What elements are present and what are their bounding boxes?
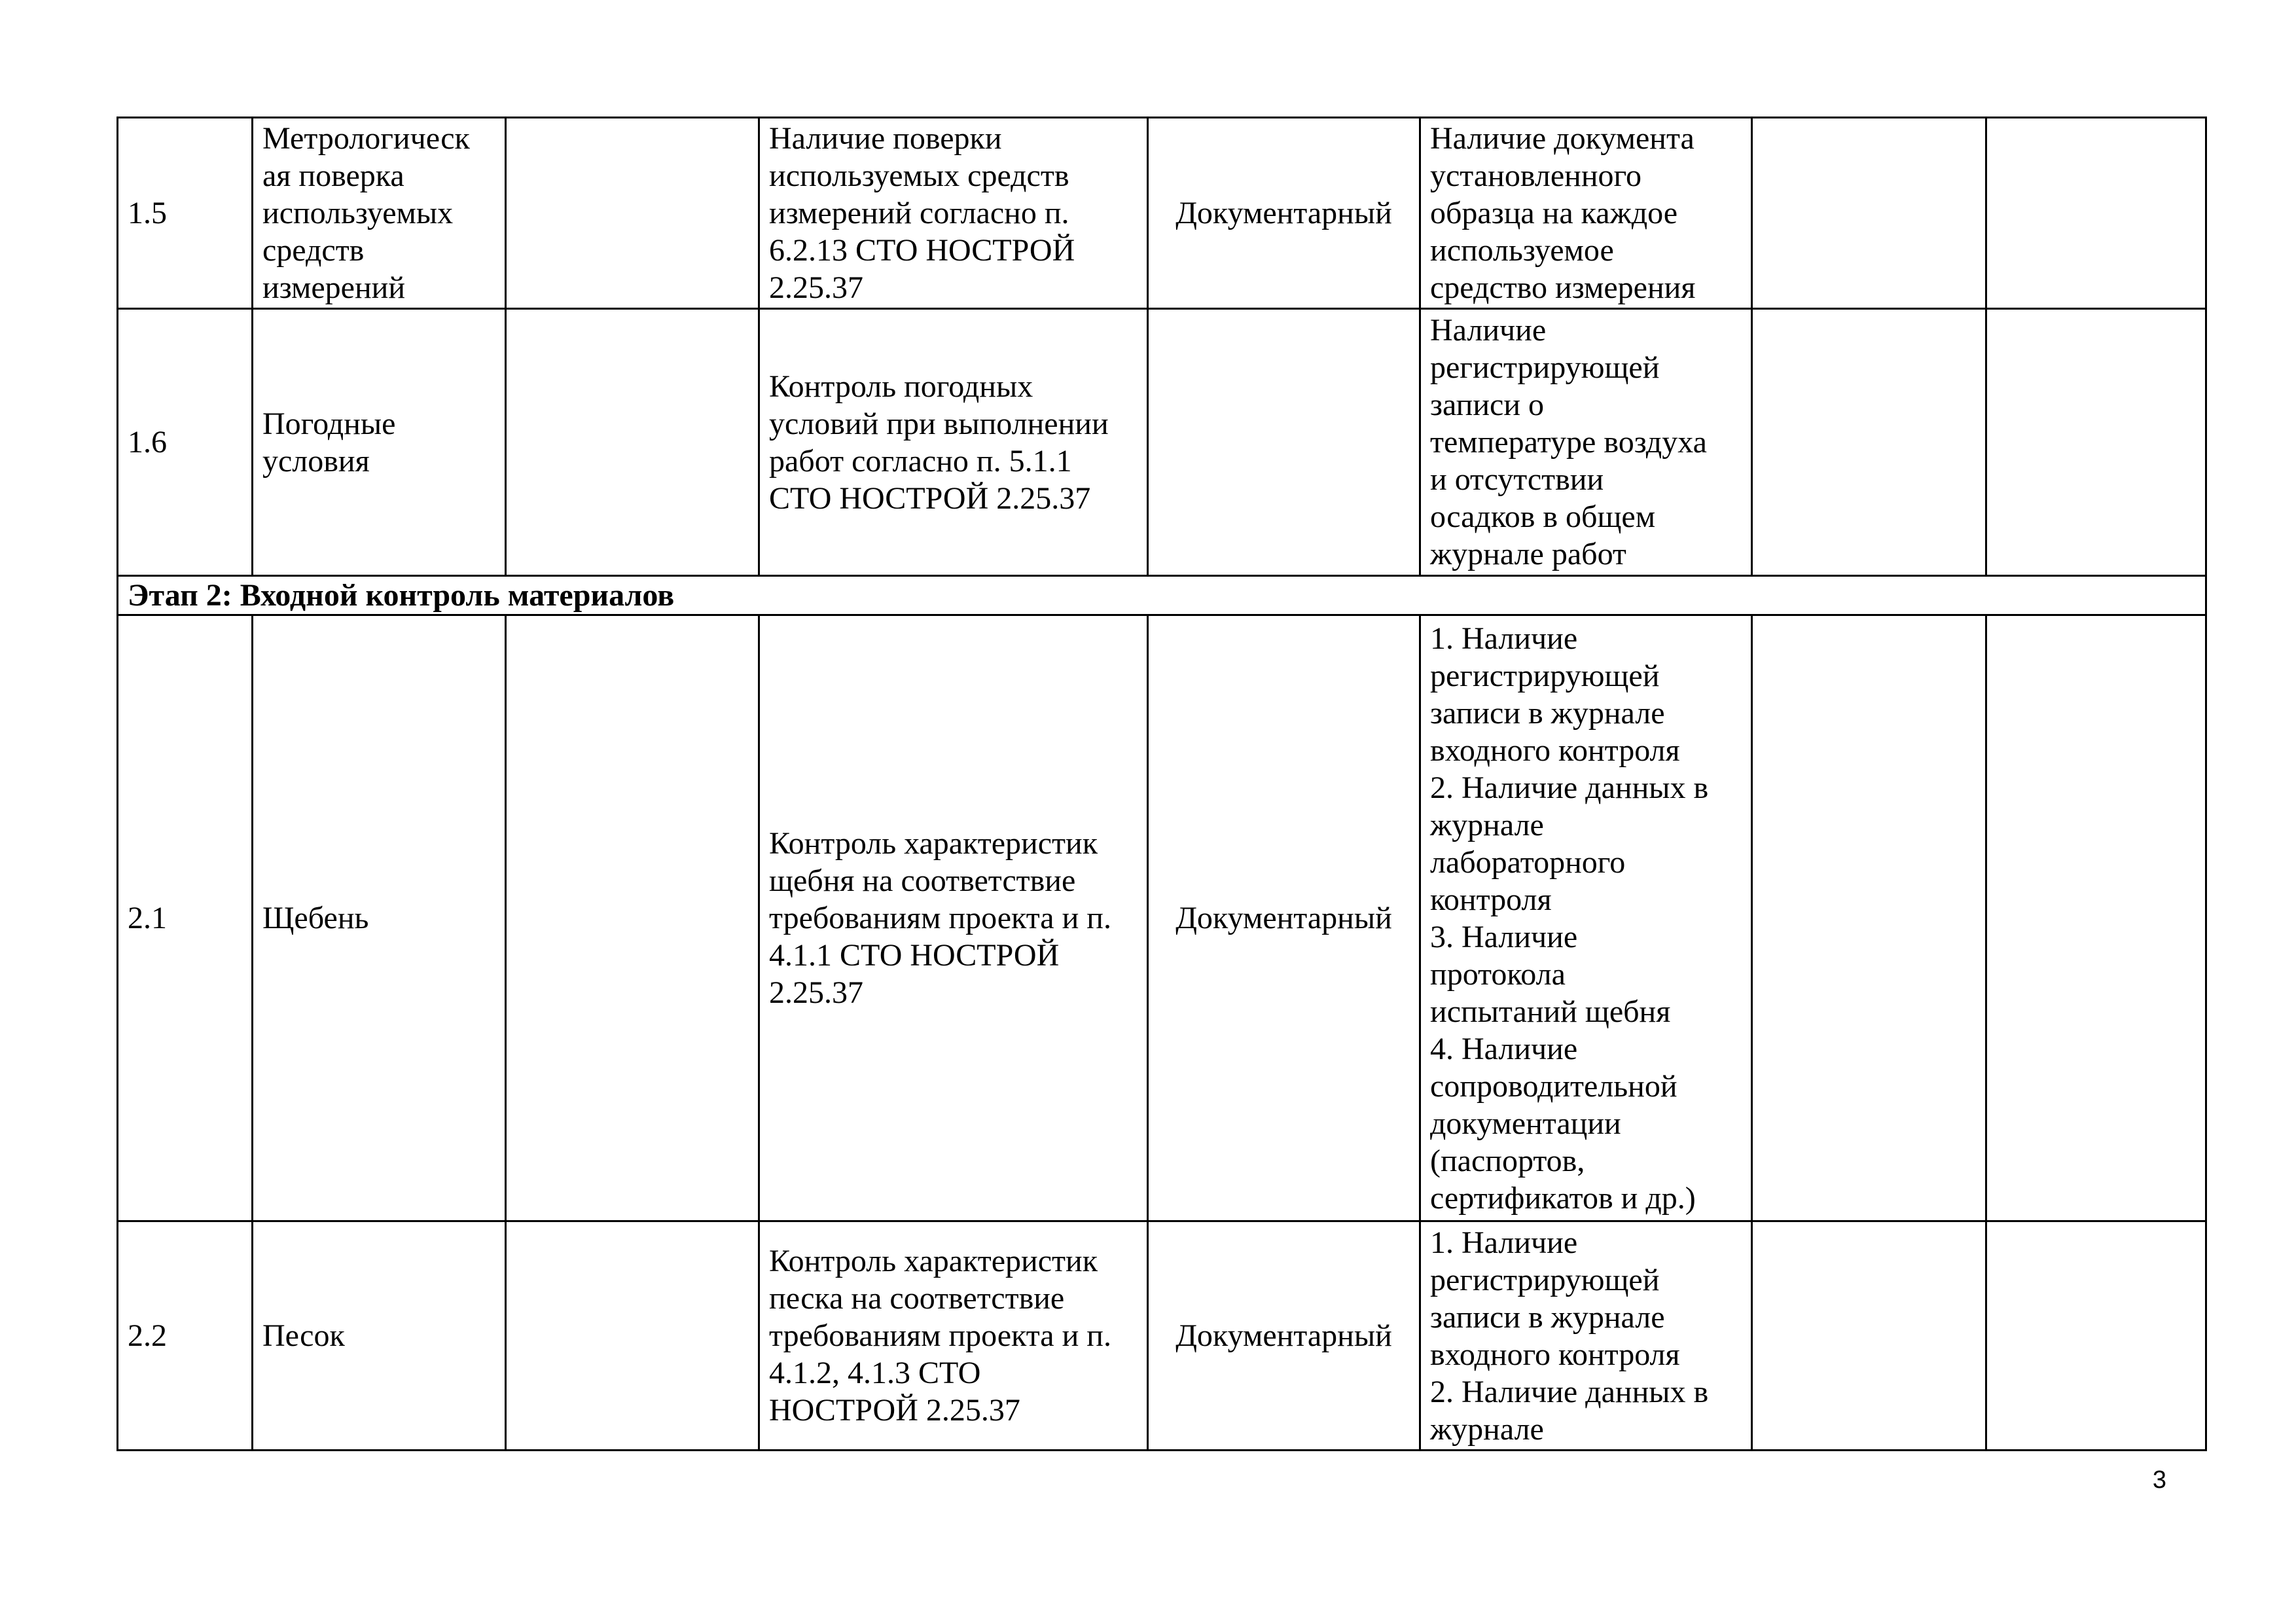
control-method-cell: Документарный [1148, 1221, 1420, 1451]
requirement-cell: Контроль характеристик щебня на соответствие требованиям проекта и п. 4.1.1 СТО НОСТРОЙ 2.25.37 [759, 615, 1148, 1221]
table-row-1-6 [118, 309, 2206, 576]
control-method-cell [1148, 309, 1420, 576]
control-method-cell: Документарный [1148, 118, 1420, 309]
item-number: 1.5 [118, 118, 253, 309]
document-cell: 1. Наличие регистрирующей записи в журнале входного контроля 2. Наличие данных в журнале лабораторного контроля 3. Наличие протокола испытаний щебня 4. Наличие сопроводительной документации (паспортов, сертификатов и др.) [1420, 615, 1752, 1221]
requirement-cell: Контроль погодных условий при выполнении работ согласно п. 5.1.1 СТО НОСТРОЙ 2.25.37 [759, 309, 1148, 576]
item-name: Погодные условия [253, 309, 506, 576]
table-row-2-1 [118, 615, 2206, 1221]
empty-cell [1752, 309, 1986, 576]
empty-cell [1986, 309, 2206, 576]
stage-title: Этап 2: Входной контроль материалов [118, 576, 2206, 615]
empty-cell [1986, 1221, 2206, 1451]
item-name: Щебень [253, 615, 506, 1221]
empty-cell [506, 309, 759, 576]
empty-cell [1752, 615, 1986, 1221]
stage-header-row [118, 576, 2206, 615]
item-number: 2.2 [118, 1221, 253, 1451]
document-cell: 1. Наличие регистрирующей записи в журнале входного контроля 2. Наличие данных в журнале [1420, 1221, 1752, 1451]
empty-cell [1752, 118, 1986, 309]
item-name: Песок [253, 1221, 506, 1451]
control-table [117, 117, 2207, 1451]
table-row-1-5 [118, 118, 2206, 309]
empty-cell [506, 615, 759, 1221]
control-method-cell: Документарный [1148, 615, 1420, 1221]
item-number: 2.1 [118, 615, 253, 1221]
empty-cell [1986, 615, 2206, 1221]
page-number: 3 [2152, 1466, 2166, 1494]
item-name: Метрологическ ая поверка используемых средств измерений [253, 118, 506, 309]
empty-cell [506, 118, 759, 309]
empty-cell [1752, 1221, 1986, 1451]
empty-cell [506, 1221, 759, 1451]
requirement-cell: Наличие поверки используемых средств измерений согласно п. 6.2.13 СТО НОСТРОЙ 2.25.37 [759, 118, 1148, 309]
empty-cell [1986, 118, 2206, 309]
item-number: 1.6 [118, 309, 253, 576]
document-cell: Наличие регистрирующей записи о температуре воздуха и отсутствии осадков в общем журнале работ [1420, 309, 1752, 576]
requirement-cell: Контроль характеристик песка на соответствие требованиям проекта и п. 4.1.2, 4.1.3 СТО НОСТРОЙ 2.25.37 [759, 1221, 1148, 1451]
table-row-2-2 [118, 1221, 2206, 1451]
document-cell: Наличие документа установленного образца на каждое используемое средство измерения [1420, 118, 1752, 309]
